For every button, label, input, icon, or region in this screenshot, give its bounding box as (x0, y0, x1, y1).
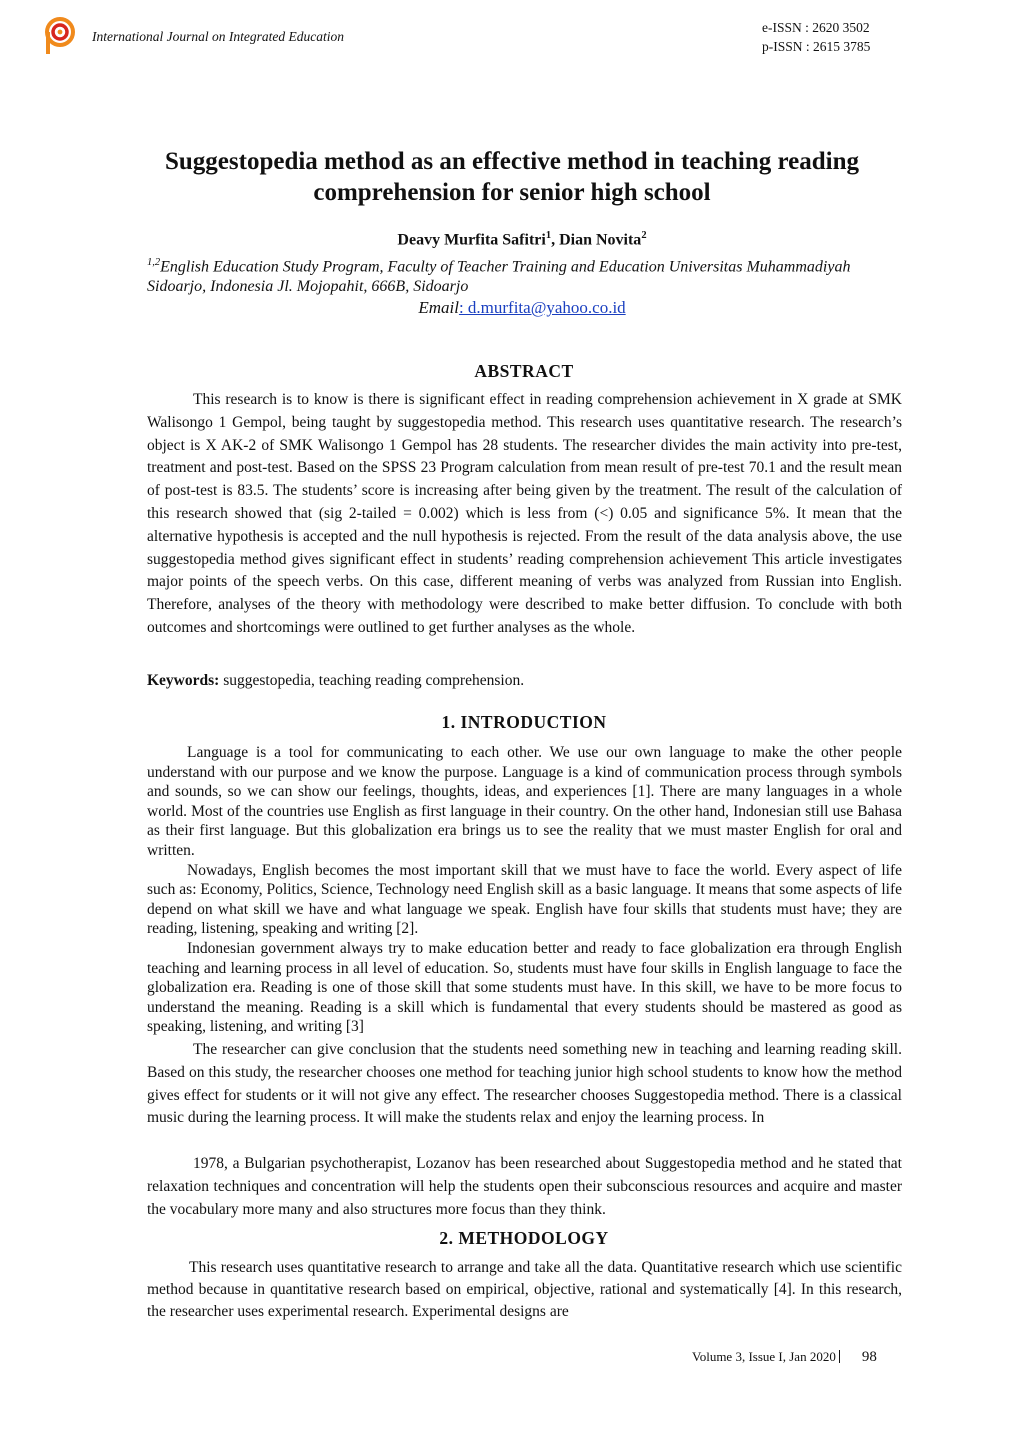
author-affiliation-mark: 2 (641, 230, 647, 241)
abstract-text: This research is to know is there is significant effect in reading comprehension achievement in X grade at SMK Walisongo 1 Gempol, being taught by suggestopedia method. This research uses quantitative research. The research’s object is X AK-2 of SMK Walisongo 1 Gempol has 28 students. The researcher divides the main activity into pre-test, treatment and post-test. Based on the SPSS 23 Program calculation from mean result of pre-test 70.1 and the result mean of post-test is 83.5. The students’ score is increasing after being given by the treatment. The result of the calculation of this research showed that (sig 2-tailed = 0.002) which is less from (<) 0.05 and significance 5%. It mean that the alternative hypothesis is accepted and the null hypothesis is rejected. From the result of the data analysis above, the use suggestopedia method gives significant effect in students’ reading comprehension achievement This article investigates major points of the speech verbs. On this case, different meaning of verbs was analyzed from Russian into English. Therefore, analyses of the theory with methodology were described to make better diffusion. To conclude with both outcomes and shortcomings were outlined to get further analyses as the whole. (147, 391, 902, 636)
paragraph: Indonesian government always try to make education better and ready to face globalization era through English teaching and learning process in all level of education. So, students must have four skills in English language to face the globalization era. Reading is one of those skill that some students must have. In this skill, we have to be more focus to understand the meaning. Reading is a skill which is fundamental that every students should be mastered as good as speaking, listening, and writing [3] (147, 939, 902, 1036)
p-issn: p-ISSN : 2615 3785 (762, 39, 871, 54)
affiliation-text: English Education Study Program, Faculty of Teacher Training and Education Universitas Muhammadiyah Sidoarjo, Indonesia Jl. Mojopahit, 666B, Sidoarjo (147, 258, 851, 296)
author-separator: , (551, 231, 560, 249)
keywords-text: suggestopedia, teaching reading comprehension. (219, 672, 525, 689)
affiliation-mark: 1,2 (147, 257, 161, 268)
page-number: 98 (861, 1349, 877, 1365)
author-affiliation-mark: 1 (545, 230, 552, 241)
volume-info: Volume 3, Issue I, Jan 2020 (692, 1349, 836, 1364)
author-name: Dian Novita (559, 231, 642, 249)
methodology-text: This research uses quantitative research to arrange and take all the data. Quantitative research which use scientific method because in quantitative research based on empirical, objective, rational and systematically [4]. In this research, the researcher uses experimental research. Experimental designs are (147, 1259, 902, 1320)
email-line (147, 298, 897, 318)
journal-name: International Journal on Integrated Education (92, 29, 344, 44)
paragraph: The researcher can give conclusion that the students need something new in teaching and learning reading skill. Based on this study, the researcher chooses one method for teaching junior high school students to know how the method gives effect for students or it will not give any effect. The researcher chooses Suggestopedia method. There is a classical music during the learning process. It will make the students relax and enjoy the learning process. In (147, 1041, 902, 1127)
paragraph: Language is a tool for communicating to each other. We use our own language to make the other people understand with our purpose and we know the purpose. Language is a kind of communication process through symbols and sounds, so we can show our feelings, thoughts, ideas, and experiences [1]. There are many languages in a whole world. Most of the countries use English as first language in their country. On the other hand, Indonesian still use Bahasa as their first language. But this globalization era brings us to see the reality that we must master English for oral and written. (147, 744, 902, 859)
page-footer (692, 1349, 877, 1366)
journal-logo-icon (42, 16, 78, 56)
footer-divider (839, 1350, 840, 1363)
paragraph: 1978, a Bulgarian psychotherapist, Lozanov has been researched about Suggestopedia method and he stated that relaxation techniques and concentration will help the students open their subconscious resources and acquire and master the vocabulary more many and also structures more focus than they think. (147, 1155, 902, 1218)
abstract-heading: ABSTRACT (474, 361, 574, 381)
introduction-heading: 1. INTRODUCTION (441, 712, 607, 732)
author-line (147, 230, 897, 249)
keywords-label: Keywords: (147, 672, 220, 689)
email-label: Email (418, 298, 459, 317)
article-title: Suggestopedia method as an effective method in teaching reading comprehension for senior high school (165, 148, 859, 206)
issn-block (762, 18, 870, 56)
paragraph: Nowadays, English becomes the most important skill that we must have to face the world. Every aspect of life such as: Economy, Politics, Science, Technology need English skill as a basic language. It means that some aspects of life depend on what skill we have and what language we speak. English have four skills that students must have; they are reading, listening, speaking and writing [2]. (147, 861, 902, 938)
affiliation (147, 253, 907, 297)
author-name: Deavy Murfita Safitri (397, 231, 546, 249)
e-issn: e-ISSN : 2620 3502 (762, 20, 870, 35)
methodology-heading: 2. METHODOLOGY (439, 1228, 609, 1248)
introduction-body (147, 743, 902, 1037)
keywords-line (147, 672, 902, 690)
email-link[interactable]: : d.murfita@yahoo.co.id (458, 298, 626, 317)
